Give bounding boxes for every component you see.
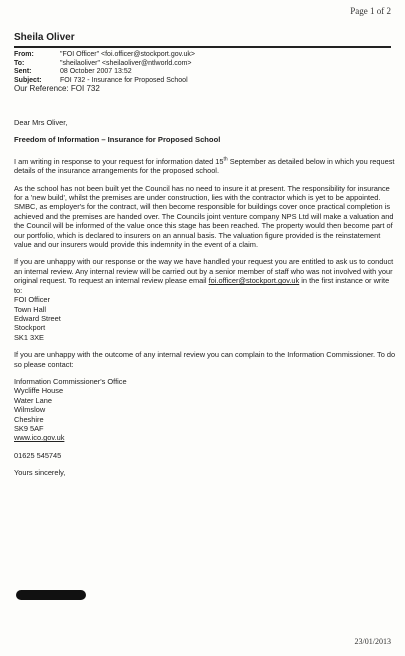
- foi-address: [14, 295, 398, 342]
- email-headers: [14, 51, 195, 85]
- paragraph-3-end: in the first instance or write to:: [14, 276, 390, 295]
- address-line: Stockport: [14, 323, 46, 333]
- address-line: SK9 5AF: [14, 423, 44, 433]
- address-line: Wycliffe House: [14, 386, 64, 396]
- address-line: Water Lane: [14, 395, 52, 405]
- address-line: Town Hall: [14, 304, 47, 314]
- address-line: Information Commissioner's Office: [14, 376, 127, 386]
- closing: Yours sincerely,: [14, 468, 66, 478]
- from-value: "FOI Officer" <foi.officer@stockport.gov.uk>: [60, 51, 196, 58]
- sent-label: Sent:: [14, 68, 32, 75]
- redacted-signature: [16, 590, 86, 600]
- print-date: 23/01/2013: [354, 637, 391, 646]
- to-value: "sheilaoliver" <sheilaoliver@ntlworld.com>: [60, 59, 192, 67]
- address-line: Edward Street: [14, 313, 61, 323]
- from-label: From:: [14, 51, 34, 58]
- sender-name: Sheila Oliver: [14, 32, 75, 43]
- phone-number: 01625 545745: [14, 450, 62, 460]
- ico-website-link[interactable]: www.ico.gov.uk: [14, 433, 65, 443]
- our-reference: Our Reference: FOI 732: [14, 84, 100, 93]
- paragraph-4: If you are unhappy with the outcome of any internal review you can complain to the Information Commissioner. To do so please contact:: [14, 350, 396, 369]
- ico-address: [14, 377, 398, 443]
- paragraph-3: [14, 257, 398, 295]
- subject-label: Subject:: [14, 76, 42, 84]
- address-line: SK1 3XE: [14, 332, 44, 342]
- to-label: To:: [14, 59, 25, 67]
- page-number: Page 1 of 2: [350, 6, 391, 16]
- sent-row: [14, 68, 195, 77]
- letter-heading: Freedom of Information – Insurance for Proposed School: [14, 135, 221, 145]
- paragraph-3-start: If you are unhappy with our response or the way we have handled your request you are entitled to ask us to conduct an internal review. Any internal review will be carried out by a senior member of staff who was not involved with your original request. To request an internal review please email: [14, 257, 394, 286]
- paragraph-2: As the school has not been built yet the Council has no need to insure it at present. The responsibility for insurance for a 'new build', whilst the premises are under construction, lies with the contractor which is yet to be appointed. SMBC, as employer's for the contract, will then become responsible for buildings cover once practical completion is achieved and the premises are handed over. The Councils joint venture company NPS Ltd will make a valuation and the Council will be informed of the value once this stage has been reached. The property would then become part of our portfolio, which is declared to insurers on an annual basis. The valuation figure provided is the reinstatement value and our insurers would provide this indemnity in the event of a claim.: [14, 183, 394, 250]
- header-divider: [14, 46, 391, 48]
- paragraph-1-start: I am writing in response to your request for information dated 15: [14, 156, 224, 166]
- paragraph-1-end: September as detailed below in which you request details of the insurance arrangements for the proposed school.: [14, 156, 395, 176]
- paragraph-1: [14, 157, 398, 176]
- from-row: [14, 51, 195, 60]
- sent-value: 08 October 2007 13:52: [60, 68, 132, 75]
- foi-email-link[interactable]: foi.officer@stockport.gov.uk: [208, 276, 300, 286]
- to-row: [14, 60, 195, 69]
- address-line: FOI Officer: [14, 295, 51, 305]
- salutation: Dear Mrs Oliver,: [14, 118, 68, 127]
- date-ordinal: th: [223, 156, 228, 163]
- subject-value: FOI 732 - Insurance for Proposed School: [60, 76, 188, 84]
- address-line: Cheshire: [14, 414, 44, 424]
- letter-body: [14, 118, 398, 486]
- address-line: Wilmslow: [14, 405, 46, 415]
